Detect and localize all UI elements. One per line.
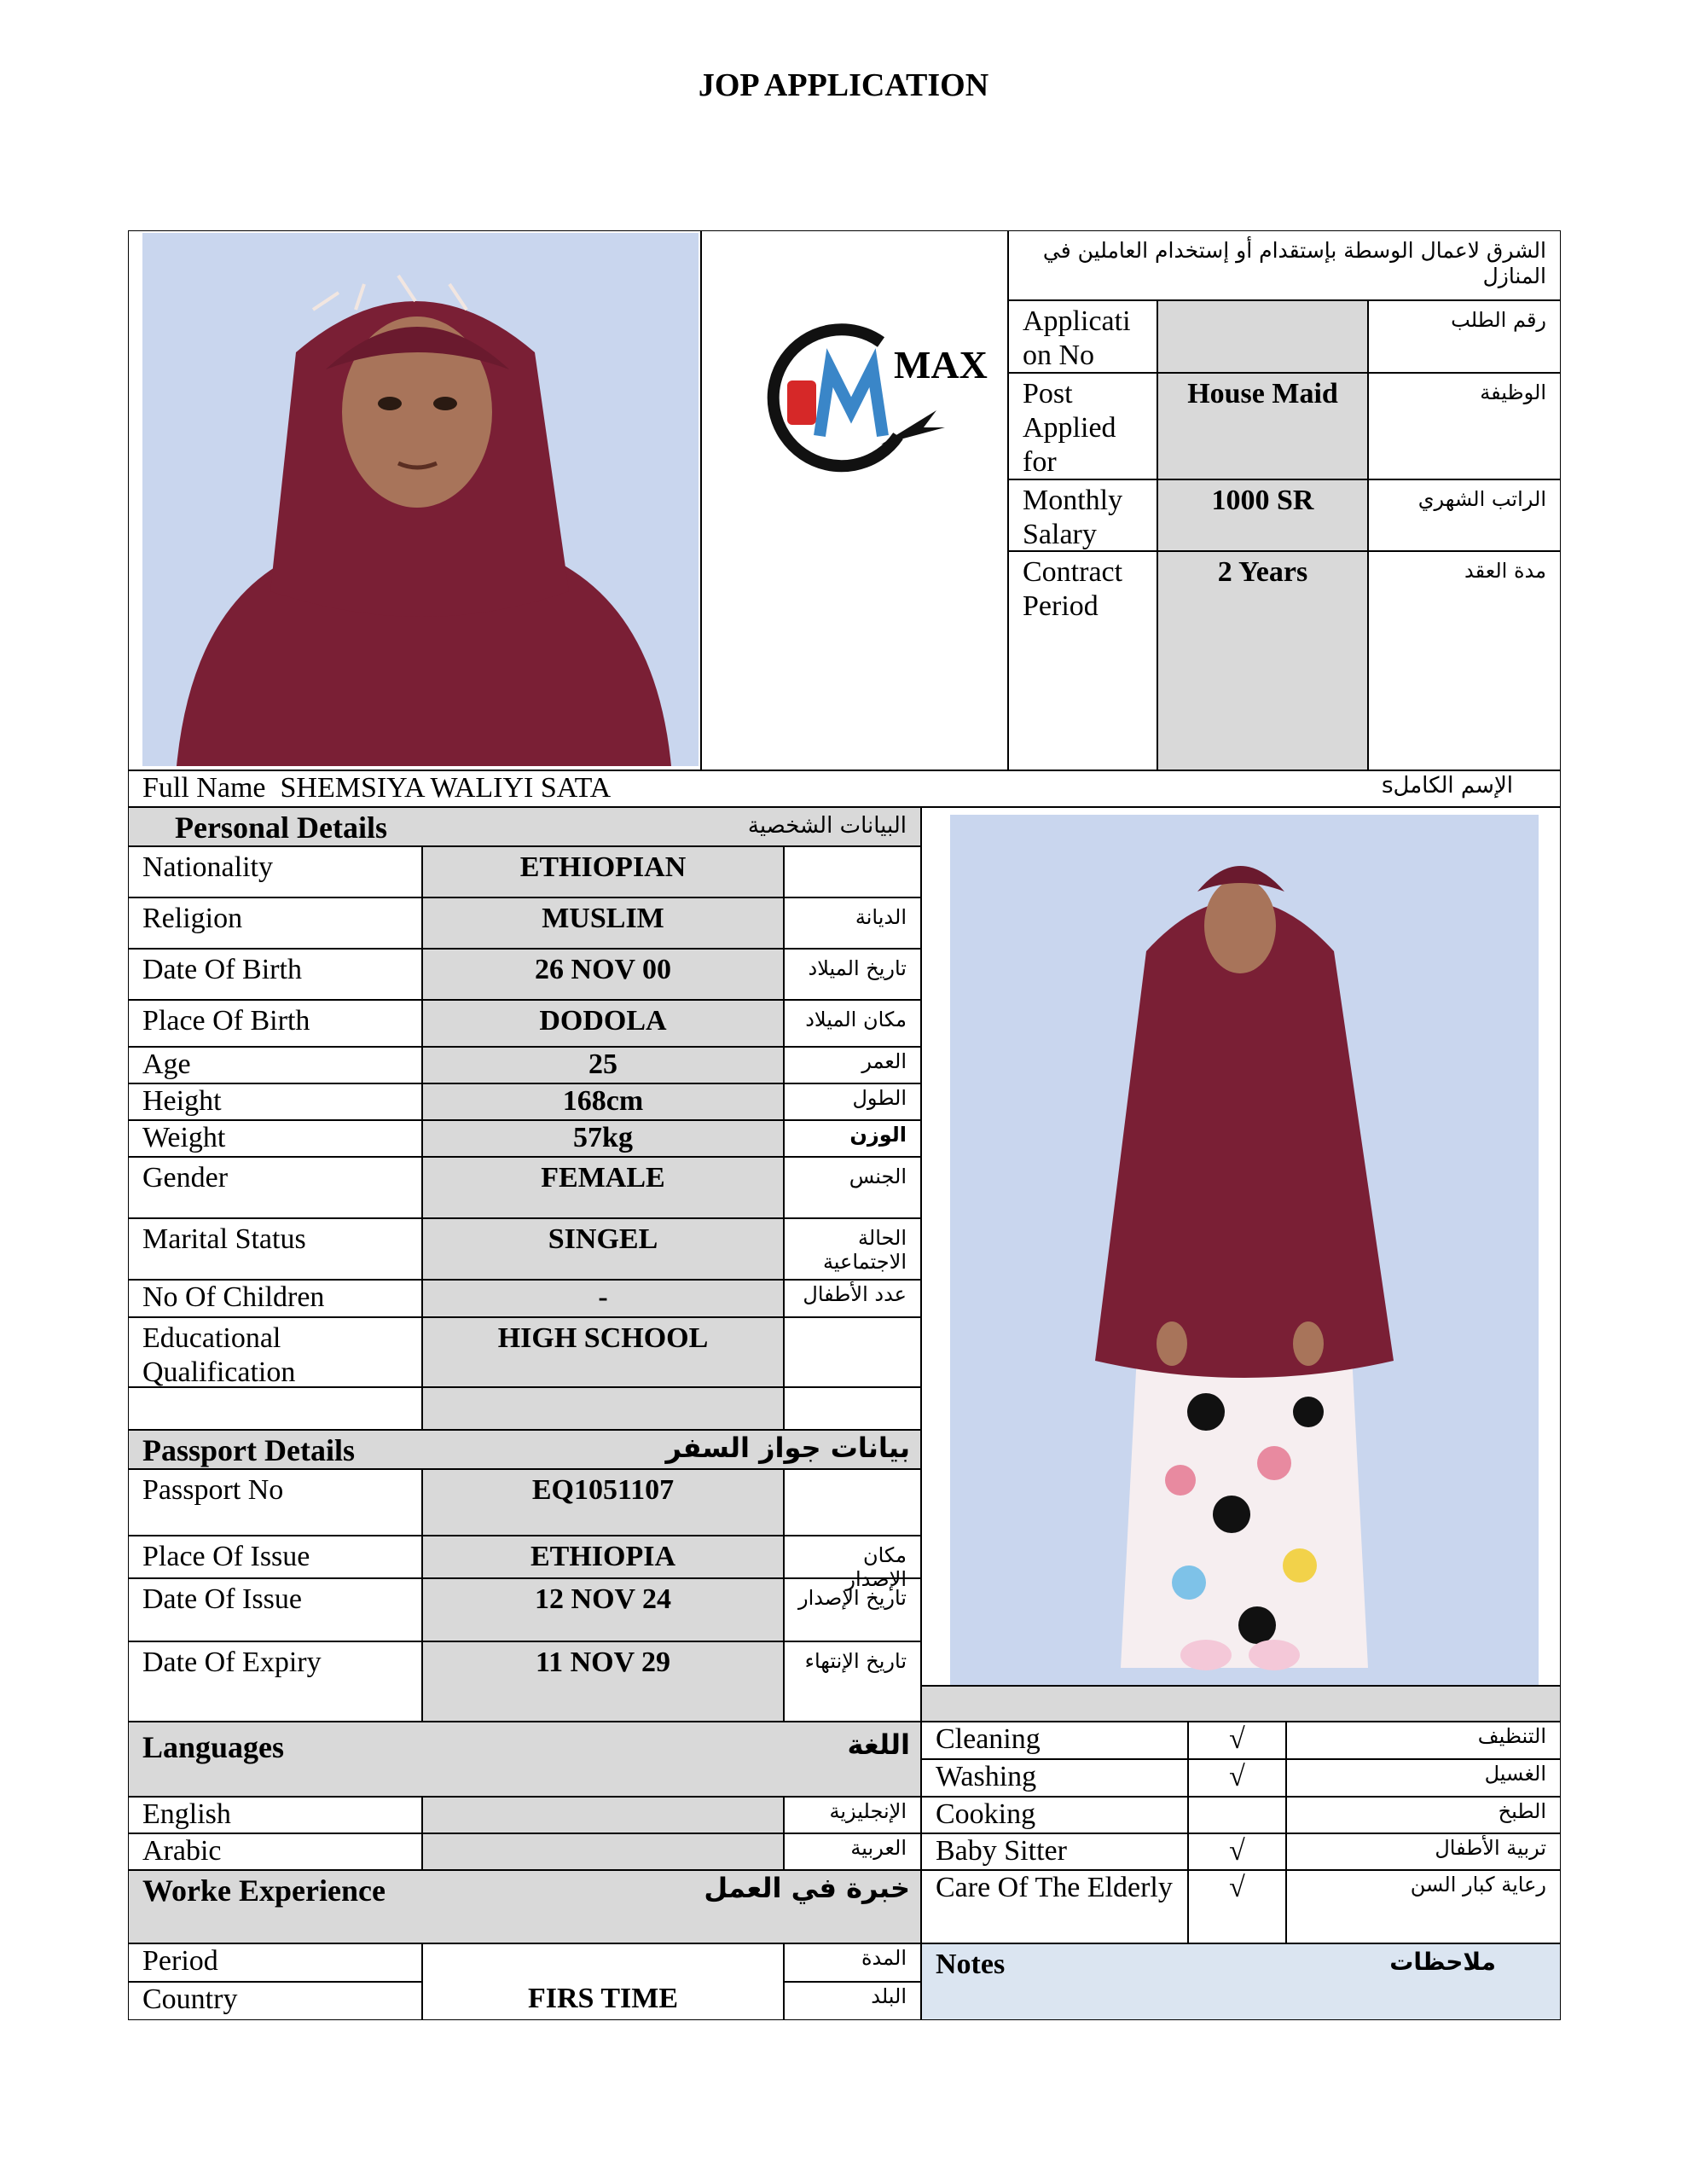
gender-ar: الجنس	[784, 1157, 921, 1218]
monthly-salary-ar: الراتب الشهري	[1368, 479, 1561, 551]
date-of-expiry-label: Date Of Expiry	[128, 1641, 422, 1722]
date-of-issue-label: Date Of Issue	[128, 1578, 422, 1641]
country-label: Country	[128, 1982, 422, 2020]
contract-period-label: Contract Period	[1008, 551, 1157, 770]
application-form	[128, 230, 1561, 2020]
passport-no-value: EQ1051107	[422, 1469, 784, 1536]
blank-row-label	[128, 1387, 422, 1430]
skill-cooking-check	[1188, 1797, 1286, 1833]
blank-row-value	[422, 1387, 784, 1430]
height-ar: الطول	[784, 1083, 921, 1120]
full-body-photo-cell	[921, 807, 1561, 1686]
office-name-ar: الشرق لاعمال الوسطة بإستقدام أو إستخدام العاملين في المنازل	[1008, 230, 1561, 300]
english-value	[422, 1797, 784, 1833]
notes-box	[921, 1943, 1561, 2020]
arabic-value	[422, 1833, 784, 1870]
skill-cooking-label: Cooking	[921, 1797, 1188, 1833]
passport-details-title-ar: بيانات جواز السفر	[665, 1432, 910, 1464]
no-of-children-ar: عدد الأطفال	[784, 1280, 921, 1317]
place-of-birth-value: DODOLA	[422, 1000, 784, 1047]
post-applied-ar: الوظيفة	[1368, 373, 1561, 479]
skill-elderly-care-label: Care Of The Elderly	[921, 1870, 1188, 1943]
airplane-suitcase-logo-icon	[753, 308, 988, 479]
education-ar	[784, 1317, 921, 1387]
marital-status-value: SINGEL	[422, 1218, 784, 1280]
skill-cleaning-check: √	[1188, 1722, 1286, 1759]
date-of-birth-label: Date Of Birth	[128, 949, 422, 1000]
religion-ar: الديانة	[784, 897, 921, 949]
passport-no-ar	[784, 1469, 921, 1536]
application-no-label: Applicati on No	[1008, 300, 1157, 373]
full-name-row	[128, 770, 1561, 807]
no-of-children-value: -	[422, 1280, 784, 1317]
place-of-birth-label: Place Of Birth	[128, 1000, 422, 1047]
height-label: Height	[128, 1083, 422, 1120]
date-of-expiry-value: 11 NOV 29	[422, 1641, 784, 1722]
contract-period-ar: مدة العقد	[1368, 551, 1561, 770]
skill-elderly-care-ar: رعاية كبار السن	[1286, 1870, 1561, 1943]
skill-baby-sitter-ar: تربية الأطفال	[1286, 1833, 1561, 1870]
english-ar: الإنجليزية	[784, 1797, 921, 1833]
skill-washing-check: √	[1188, 1759, 1286, 1797]
gender-value: FEMALE	[422, 1157, 784, 1218]
languages-title: Languages	[142, 1730, 285, 1764]
education-value: HIGH SCHOOL	[422, 1317, 784, 1387]
personal-details-title-ar: البيانات الشخصية	[747, 813, 907, 839]
date-of-birth-ar: تاريخ الميلاد	[784, 949, 921, 1000]
date-of-issue-ar: تاريخ الإصدار	[784, 1578, 921, 1641]
age-ar: العمر	[784, 1047, 921, 1083]
full-name-ar: الإسم الكاملs	[1382, 773, 1513, 799]
post-applied-label: Post Applied for	[1008, 373, 1157, 479]
languages-header	[128, 1722, 921, 1797]
age-value: 25	[422, 1047, 784, 1083]
personal-details-header	[128, 807, 921, 846]
religion-value: MUSLIM	[422, 897, 784, 949]
contract-period-value: 2 Years	[1157, 551, 1368, 770]
age-label: Age	[128, 1047, 422, 1083]
full-name-value: SHEMSIYA WALIYI SATA	[280, 772, 612, 804]
weight-label: Weight	[128, 1120, 422, 1157]
religion-label: Religion	[128, 897, 422, 949]
arabic-label: Arabic	[128, 1833, 422, 1870]
marital-status-ar: الحالة الاجتماعية	[784, 1218, 921, 1280]
logo-cell	[701, 230, 1008, 770]
skill-washing-label: Washing	[921, 1759, 1188, 1797]
passport-no-label: Passport No	[128, 1469, 422, 1536]
skill-cleaning-ar: التنظيف	[1286, 1722, 1561, 1759]
gender-label: Gender	[128, 1157, 422, 1218]
personal-details-title: Personal Details	[175, 810, 387, 845]
languages-title-ar: اللغة	[847, 1728, 910, 1761]
place-of-issue-value: ETHIOPIA	[422, 1536, 784, 1578]
skill-baby-sitter-label: Baby Sitter	[921, 1833, 1188, 1870]
skill-elderly-care-check: √	[1188, 1870, 1286, 1943]
education-label: Educational Qualification	[128, 1317, 422, 1387]
skill-baby-sitter-check: √	[1188, 1833, 1286, 1870]
place-of-issue-label: Place Of Issue	[128, 1536, 422, 1578]
date-of-birth-value: 26 NOV 00	[422, 949, 784, 1000]
passport-details-title: Passport Details	[142, 1433, 355, 1467]
weight-value: 57kg	[422, 1120, 784, 1157]
skill-cleaning-label: Cleaning	[921, 1722, 1188, 1759]
period-label: Period	[128, 1943, 422, 1982]
country-ar: البلد	[784, 1982, 921, 2020]
monthly-salary-label: Monthly Salary	[1008, 479, 1157, 551]
skill-washing-ar: الغسيل	[1286, 1759, 1561, 1797]
height-value: 168cm	[422, 1083, 784, 1120]
portrait-photo	[142, 233, 699, 766]
post-applied-value: House Maid	[1157, 373, 1368, 479]
nationality-ar	[784, 846, 921, 897]
monthly-salary-value: 1000 SR	[1157, 479, 1368, 551]
date-of-issue-value: 12 NOV 24	[422, 1578, 784, 1641]
document-title: JOP APPLICATION	[698, 67, 989, 103]
skill-cooking-ar: الطبخ	[1286, 1797, 1561, 1833]
application-no-ar: رقم الطلب	[1368, 300, 1561, 373]
no-of-children-label: No Of Children	[128, 1280, 422, 1317]
place-of-birth-ar: مكان الميلاد	[784, 1000, 921, 1047]
work-experience-header	[128, 1870, 921, 1943]
period-ar: المدة	[784, 1943, 921, 1982]
experience-value: FIRS TIME	[422, 1943, 784, 2020]
notes-label: Notes	[936, 1949, 1006, 1980]
arabic-ar: العربية	[784, 1833, 921, 1870]
work-experience-title: Worke Experience	[142, 1873, 386, 1908]
weight-ar: الوزن	[784, 1120, 921, 1157]
notes-label-ar: ملاحظات	[1389, 1948, 1496, 1976]
logo-text: MAX	[894, 343, 988, 386]
date-of-expiry-ar: تاريخ الإنتهاء	[784, 1641, 921, 1722]
marital-status-label: Marital Status	[128, 1218, 422, 1280]
nationality-value: ETHIOPIAN	[422, 846, 784, 897]
place-of-issue-ar: مكان الإصدار	[784, 1536, 921, 1578]
photo-gap-row	[921, 1686, 1561, 1722]
portrait-photo-cell	[128, 230, 701, 770]
english-label: English	[128, 1797, 422, 1833]
nationality-label: Nationality	[128, 846, 422, 897]
full-body-photo	[950, 815, 1539, 1685]
work-experience-title-ar: خبرة في العمل	[704, 1872, 910, 1904]
passport-details-header	[128, 1430, 921, 1469]
application-no-value	[1157, 300, 1368, 373]
blank-row-ar	[784, 1387, 921, 1430]
full-name-label: Full Name	[142, 772, 266, 804]
